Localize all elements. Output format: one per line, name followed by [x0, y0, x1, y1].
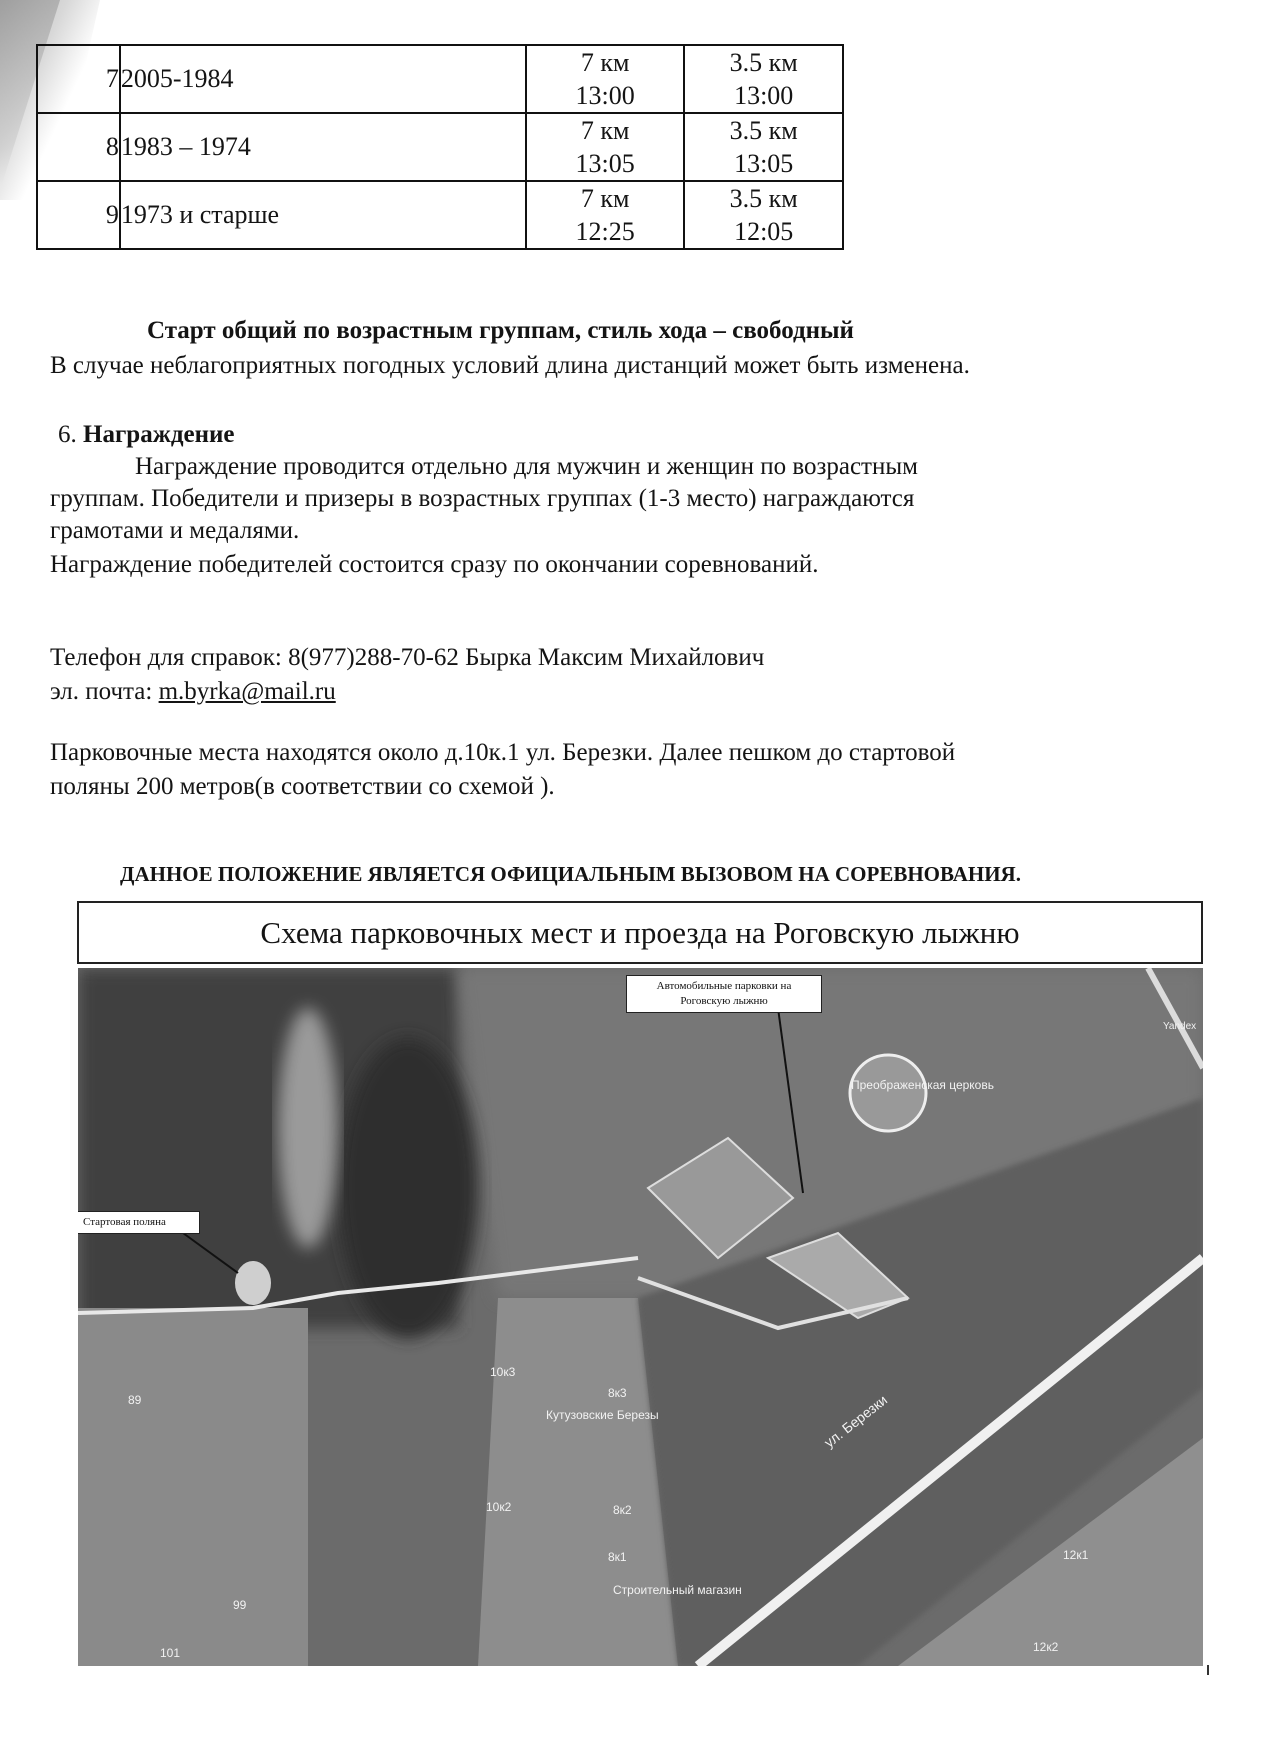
age-group: 2005-1984 — [120, 45, 526, 113]
distance-value: 3.5 км — [729, 116, 798, 145]
ski-slope — [278, 1008, 338, 1248]
settlement-label: Кутузовские Березы — [546, 1408, 659, 1422]
building-label: 8к1 — [608, 1550, 627, 1564]
award-heading — [58, 419, 234, 451]
row-number: 8 — [37, 113, 120, 181]
distance-cell — [684, 45, 843, 113]
church-label: Преображенская церковь — [851, 1078, 994, 1092]
distance-cell — [526, 181, 685, 249]
award-text-line: Награждение победителей состоится сразу по окончании соревнований. — [50, 551, 819, 578]
row-number: 7 — [37, 45, 120, 113]
schedule-table — [36, 44, 844, 250]
distance-cell — [684, 113, 843, 181]
start-time: 12:25 — [575, 217, 635, 246]
start-callout: Стартовая поляна — [78, 1211, 200, 1234]
street-label: ул. Березки — [821, 1391, 891, 1451]
distance-cell — [526, 45, 685, 113]
house-label: 101 — [160, 1646, 181, 1660]
distance-value: 3.5 км — [729, 184, 798, 213]
start-note: Старт общий по возрастным группам, стиль хода – свободный — [147, 317, 854, 344]
building-label: 10к3 — [490, 1365, 516, 1379]
parking-line: поляны 200 метров(в соответствии со схемой ). — [50, 773, 555, 800]
satellite-map — [78, 968, 1203, 1666]
building-label: 10к2 — [486, 1500, 512, 1514]
page-mark — [1207, 1665, 1209, 1675]
award-text-line: Награждение проводится отдельно для мужчин и женщин по возрастным — [135, 453, 918, 480]
map-title: Схема парковочных мест и проезда на Роговскую лыжню — [77, 901, 1203, 964]
shop-label: Строительный магазин — [613, 1583, 742, 1597]
table-row — [37, 45, 843, 113]
building-label: 8к2 — [613, 1503, 632, 1517]
start-time: 13:00 — [575, 81, 635, 110]
distance-value: 3.5 км — [729, 48, 798, 77]
lake — [338, 1038, 478, 1338]
age-group: 1973 и старше — [120, 181, 526, 249]
map-image — [78, 968, 1203, 1666]
start-time: 13:00 — [734, 81, 794, 110]
distance-value: 7 км — [580, 48, 630, 77]
section-title: Награждение — [83, 421, 235, 448]
row-number: 9 — [37, 181, 120, 249]
table-row — [37, 113, 843, 181]
yandex-label: Yandex — [1163, 1021, 1197, 1032]
parking-line: Парковочные места находятся около д.10к.1 ул. Березки. Далее пешком до стартовой — [50, 739, 956, 766]
parking-callout: Автомобильные парковки на Роговскую лыжню — [626, 975, 822, 1013]
distance-value: 7 км — [580, 184, 630, 213]
start-meadow — [235, 1261, 271, 1305]
start-time: 12:05 — [734, 217, 794, 246]
email-line — [50, 676, 336, 708]
age-group: 1983 – 1974 — [120, 113, 526, 181]
phone-line: Телефон для справок: 8(977)288-70-62 Бырка Максим Михайлович — [50, 644, 765, 671]
email-link[interactable]: m.byrka@mail.ru — [158, 678, 336, 705]
table-row — [37, 181, 843, 249]
building-label: 8к3 — [608, 1386, 627, 1400]
email-label: эл. почта: — [50, 678, 159, 705]
section-number: 6. — [58, 421, 77, 448]
church — [850, 1055, 926, 1131]
award-text-line: грамотами и медалями. — [50, 517, 300, 544]
start-time: 13:05 — [575, 149, 635, 178]
start-time: 13:05 — [734, 149, 794, 178]
village-left — [78, 1308, 308, 1666]
distance-cell — [526, 113, 685, 181]
weather-note: В случае неблагоприятных погодных условий длина дистанций может быть изменена. — [50, 352, 970, 379]
distance-cell — [684, 181, 843, 249]
building-label: 12к1 — [1063, 1548, 1089, 1562]
house-label: 89 — [128, 1393, 142, 1407]
official-call: ДАННОЕ ПОЛОЖЕНИЕ ЯВЛЯЕТСЯ ОФИЦИАЛЬНЫМ ВЫЗОВОМ НА СОРЕВНОВАНИЯ. — [120, 862, 1021, 886]
award-text-line: группам. Победители и призеры в возрастных группах (1-3 место) награждаются — [50, 485, 915, 512]
distance-value: 7 км — [580, 116, 630, 145]
house-label: 99 — [233, 1598, 247, 1612]
building-label: 12к2 — [1033, 1640, 1059, 1654]
